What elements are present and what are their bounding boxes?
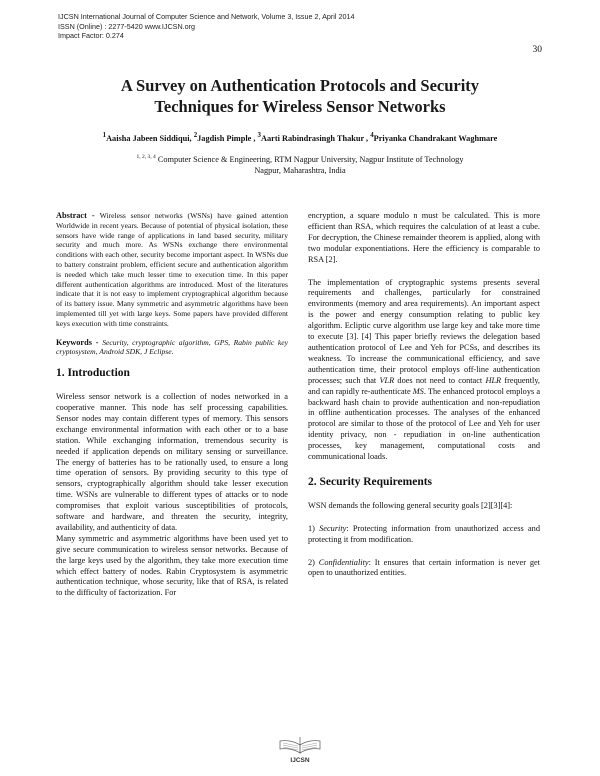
author-3: Aarti Rabindrasingh Thakur ,	[261, 133, 371, 143]
right-paragraph-2	[308, 278, 540, 463]
requirement-confidentiality	[308, 558, 540, 580]
journal-header	[58, 12, 354, 41]
author-3-index: 3	[257, 132, 261, 139]
requirement-confidentiality-label: Confidentiality	[318, 557, 369, 567]
affiliation-index: 1, 2, 3, 4	[136, 154, 156, 160]
section-heading-introduction: 1. Introduction	[56, 367, 130, 380]
author-list	[30, 132, 570, 143]
requirement-confidentiality-text: : It ensures that certain information is never get open to unauthorized entities.	[308, 557, 540, 578]
paper-title	[40, 75, 560, 117]
right-paragraph-1: encryption, a square modulo n must be calculated. This is more efficient than RSA, which requires the calculation of at least a cube. For decryption, the Chinese remainder theorem is applied, along with two modular exponentiations. Here the efficiency is comparable to RSA [2].	[308, 211, 540, 264]
paper-title-line2: Techniques for Wireless Sensor Networks	[154, 97, 446, 116]
footer-label: IJCSN	[290, 757, 310, 764]
journal-header-line3: Impact Factor: 0.274	[58, 31, 124, 41]
section-heading-security-requirements: 2. Security Requirements	[308, 475, 433, 488]
author-1: Aaisha Jabeen Siddiqui,	[106, 133, 194, 143]
requirement-security-label: Security	[319, 523, 347, 533]
right-paragraph-2-text-a: The implementation of cryptographic systems presents several requirements and challenges, particularly for constrained environments (memory and area requirements). An important aspect is the power and energy consumption relating to public key algorithm. Ecliptic curve algorithm use large key and take more time to execute [3]. [4] This paper briefly reviews the delegation based authentication protocol of Lee and Yeh for PCSs, and describes its weakness. To increase the communicational efficiency, and save authentication time, their protocol employs off-line authentication processes; such that	[308, 277, 540, 385]
intro-paragraph-2: Many symmetric and asymmetric algorithms have been used yet to give secure communication to wireless sensor networks. Because of the large keys used by the algorithm, they take more execution time which effect battery of nodes. Rabin Cryptosystem is asymmetric authentication technique, whose security, like that of RSA, is related to the difficulty of factorization. For	[56, 533, 288, 598]
requirement-security	[308, 524, 540, 546]
right-column	[308, 211, 540, 588]
journal-header-line1: IJCSN International Journal of Computer Science and Network, Volume 3, Issue 2, April 2014	[58, 12, 355, 21]
requirement-security-number: 1)	[308, 523, 320, 533]
right-paragraph-2-text-d: . The enhanced protocol employs a backward hash chain to provide authentication and non-repudiation in offline authentication processes. The analyses of the enhanced protocol are similar to those of the protocol of Lee and Yeh for user identity privacy, non - repudiation in on-line authentication processes, key management, computational costs and communicational loads.	[308, 386, 541, 462]
keywords	[56, 338, 288, 358]
term-vlr: VLR	[379, 375, 395, 385]
keywords-label: Keywords -	[56, 337, 103, 347]
author-2: Jagdish Pimple ,	[197, 133, 258, 143]
journal-header-line2: ISSN (Online) : 2277-5420 www.IJCSN.org	[58, 21, 196, 31]
author-1-index: 1	[102, 132, 107, 139]
requirement-confidentiality-number: 2)	[308, 557, 319, 567]
open-book-logo-icon	[278, 735, 322, 757]
page-number: 30	[532, 45, 542, 55]
security-goals-intro: WSN demands the following general security goals [2][3][4]:	[308, 500, 513, 510]
term-ms: MS	[412, 386, 424, 396]
author-4: Priyanka Chandrakant Waghmare	[373, 133, 498, 143]
term-hlr: HLR	[485, 375, 502, 385]
left-column	[56, 211, 288, 608]
keywords-text: Security, cryptographic algorithm, GPS, Rabin public key cryptosystem, Android SDK, J Eclipse.	[56, 337, 288, 357]
paper-title-line1: A Survey on Authentication Protocols and Security	[120, 76, 480, 95]
affiliation-line2: Nagpur, Maharashtra, India	[254, 165, 346, 175]
author-2-index: 2	[193, 132, 198, 139]
abstract-text: Wireless sensor networks (WSNs) have gained attention Worldwide in recent years. Because of potential of physical isolation, these sensors have wide range of applications in land based security, military security and much more. As WSNs exchange there environmental conditions with each other, security become important aspect. In WSNs due to battery constraint problem, efficient secure and authentication algorithm is needed which take much lesser time to execution time. In this paper different authentication algorithms are introduced. Most of the literatures indicate that it is not easy to implement cryptographical algorithm because of its battery issue. Many symmetric and asymmetric algorithms have been implemented till yet with large keys. Some papers have provided different keys execution with time constraints.	[56, 211, 288, 328]
abstract	[56, 211, 288, 329]
requirement-security-text: : Protecting information from unauthorized access and protecting it from modification.	[308, 523, 540, 544]
affiliation	[90, 152, 510, 176]
affiliation-line1: Computer Science & Engineering, RTM Nagpur University, Nagpur Institute of Technology	[155, 154, 464, 164]
right-paragraph-2-text-c: frequently, and can rapidly re-authenticate	[308, 375, 540, 396]
right-paragraph-2-text-b: does not need to contact	[394, 375, 486, 385]
intro-paragraph-1: Wireless sensor network is a collection of nodes networked in a cooperative manner. This node has self processing capabilities. Sensor nodes may contain different types of memory. This sensors exchange environmental information with each other or to a base station. While exchanging information, tremendous security is needed if application depends on military sensing or surveillance. The energy of batteries has to be rationally used, to ensure a long time operation of sensors. By providing security to this type of sensors, cryptographically algorithm should take lesser execution time. WSNs are vulnerable to different types of attacks or to node compromises that exploit various susceptibilities of protocols, software and hardware, and threaten the security, integrity, availability, and authenticity of data.	[56, 392, 288, 532]
author-4-index: 4	[370, 132, 374, 139]
abstract-label: Abstract -	[56, 211, 100, 220]
